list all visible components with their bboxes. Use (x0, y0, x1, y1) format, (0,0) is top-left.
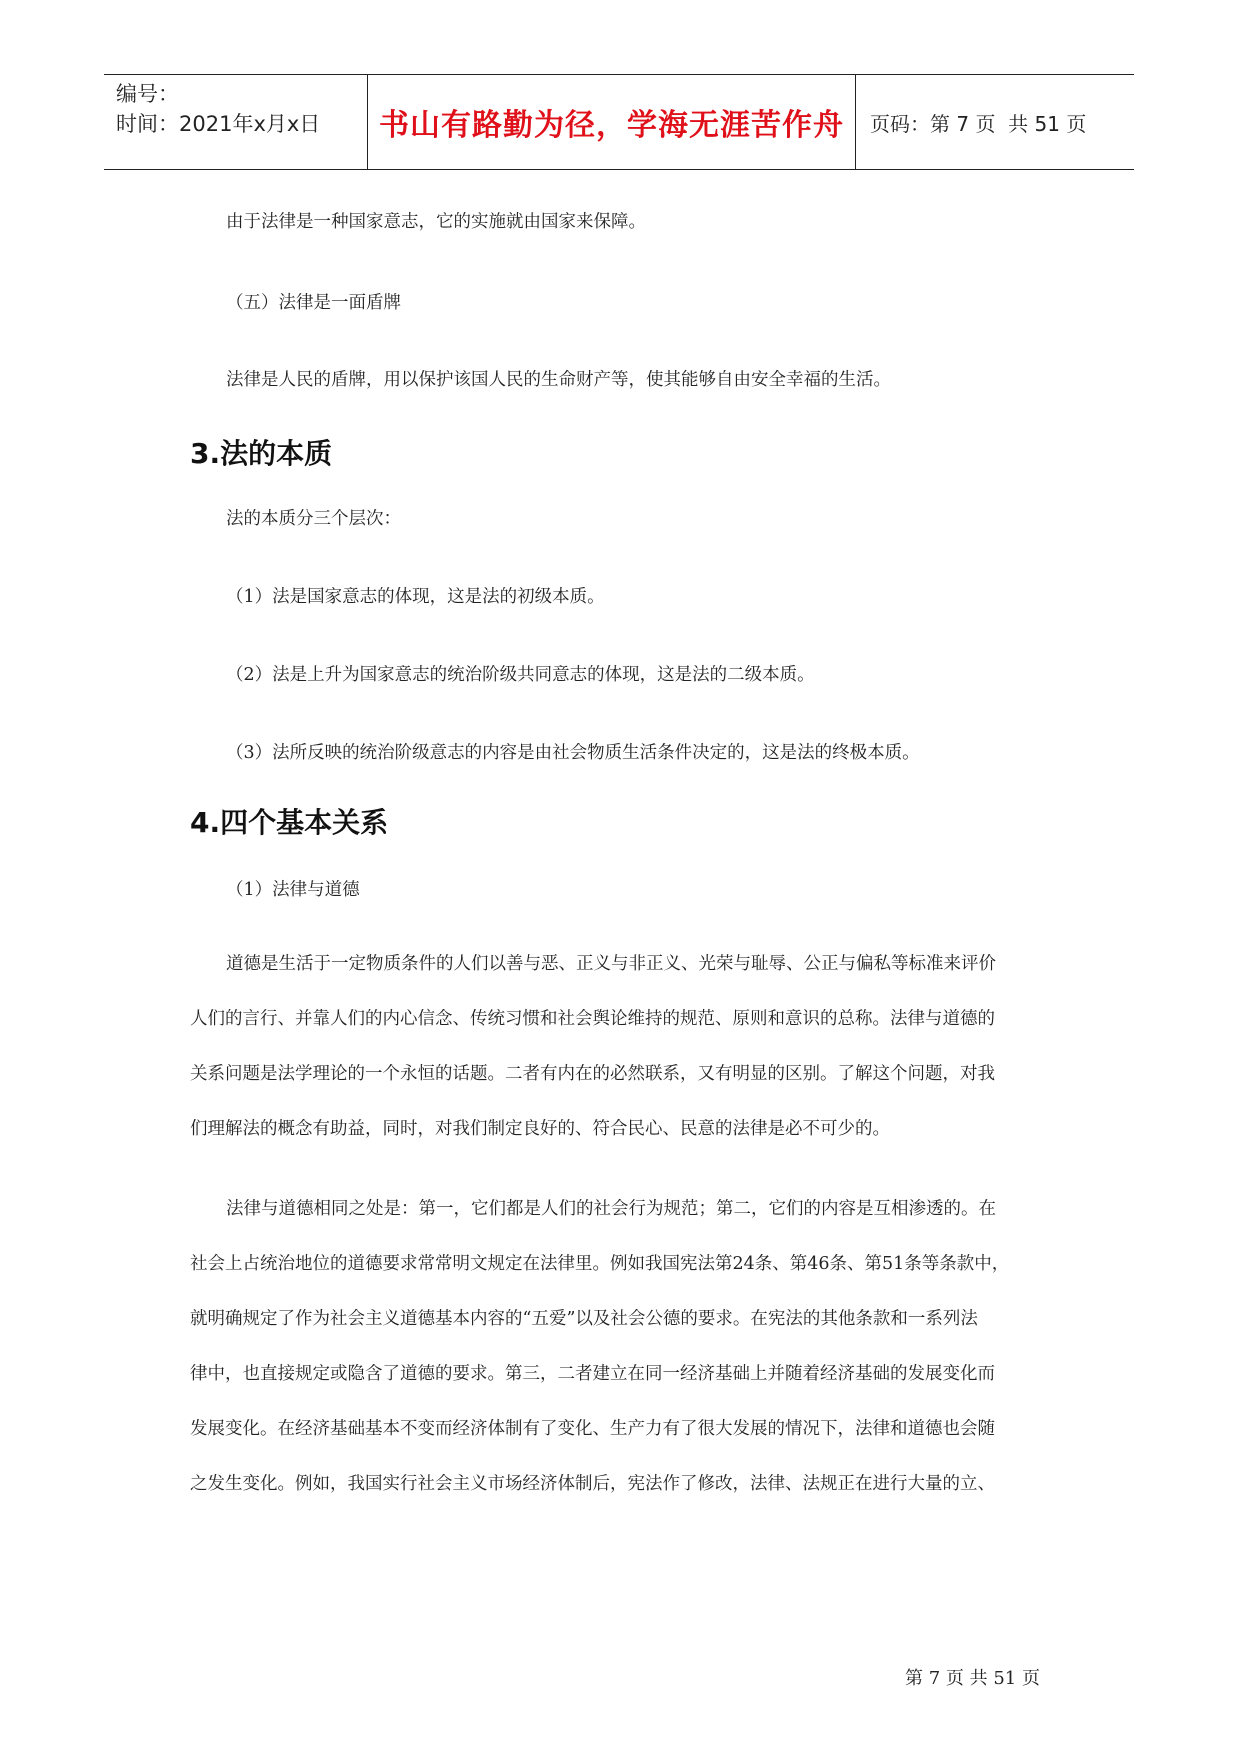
section-heading: 3.法的本质 (190, 437, 333, 470)
text-line: 社会上占统治地位的道德要求常常明文规定在法律里。例如我国宪法第24条、第46条、第51条等条款中， (190, 1254, 1010, 1274)
header-meta (104, 75, 368, 169)
text-line: 就明确规定了作为社会主义道德基本内容的“五爱”以及社会公德的要求。在宪法的其他条款和一系列法 (190, 1309, 978, 1329)
paragraph: 法律是人民的盾牌，用以保护该国人民的生命财产等，使其能够自由安全幸福的生活。 (226, 370, 891, 390)
list-item: （2）法是上升为国家意志的统治阶级共同意志的体现，这是法的二级本质。 (226, 665, 815, 685)
text-line: 发展变化。在经济基础基本不变而经济体制有了变化、生产力有了很大发展的情况下，法律和道德也会随 (190, 1419, 995, 1439)
text-line: 道德是生活于一定物质条件的人们以善与恶、正义与非正义、光荣与耻辱、公正与偏私等标准来评价 (226, 954, 996, 974)
header-page-info (856, 75, 1134, 169)
page-footer: 第 7 页 共 51 页 (905, 1668, 1040, 1689)
text-line: 法律与道德相同之处是：第一，它们都是人们的社会行为规范；第二，它们的内容是互相渗透的。在 (226, 1199, 996, 1219)
text-line: 人们的言行、并靠人们的内心信念、传统习惯和社会舆论维持的规范、原则和意识的总称。法律与道德的 (190, 1009, 995, 1029)
paragraph-block (190, 1182, 1055, 1512)
page-info-text: 页码：第 7 页 共 51 页 (870, 111, 1087, 136)
paragraph-block (190, 937, 1055, 1157)
list-item: （1）法是国家意志的体现，这是法的初级本质。 (226, 587, 605, 607)
section-heading: 4.四个基本关系 (190, 806, 389, 839)
list-item: （3）法所反映的统治阶级意志的内容是由社会物质生活条件决定的，这是法的终极本质。 (226, 743, 920, 763)
header-motto (368, 75, 856, 169)
text-line: 关系问题是法学理论的一个永恒的话题。二者有内在的必然联系，又有明显的区别。了解这个问题，对我 (190, 1064, 995, 1084)
motto-text: 书山有路勤为径，学海无涯苦作舟 (379, 108, 844, 143)
text-line: 之发生变化。例如，我国实行社会主义市场经济体制后，宪法作了修改，法律、法规正在进行大量的立、 (190, 1474, 995, 1494)
document-number-label: 编号： (116, 82, 179, 106)
paragraph: 由于法律是一种国家意志，它的实施就由国家来保障。 (226, 212, 646, 232)
text-line: 律中，也直接规定或隐含了道德的要求。第三，二者建立在同一经济基础上并随着经济基础的发展变化而 (190, 1364, 995, 1384)
page-header (104, 74, 1134, 170)
document-time-label: 时间：2021年x月x日 (116, 112, 321, 136)
text-line: 们理解法的概念有助益，同时，对我们制定良好的、符合民心、民意的法律是必不可少的。 (190, 1119, 890, 1139)
subheading: （五）法律是一面盾牌 (226, 293, 401, 313)
paragraph: 法的本质分三个层次： (226, 509, 401, 529)
subheading: （1）法律与道德 (226, 880, 360, 900)
